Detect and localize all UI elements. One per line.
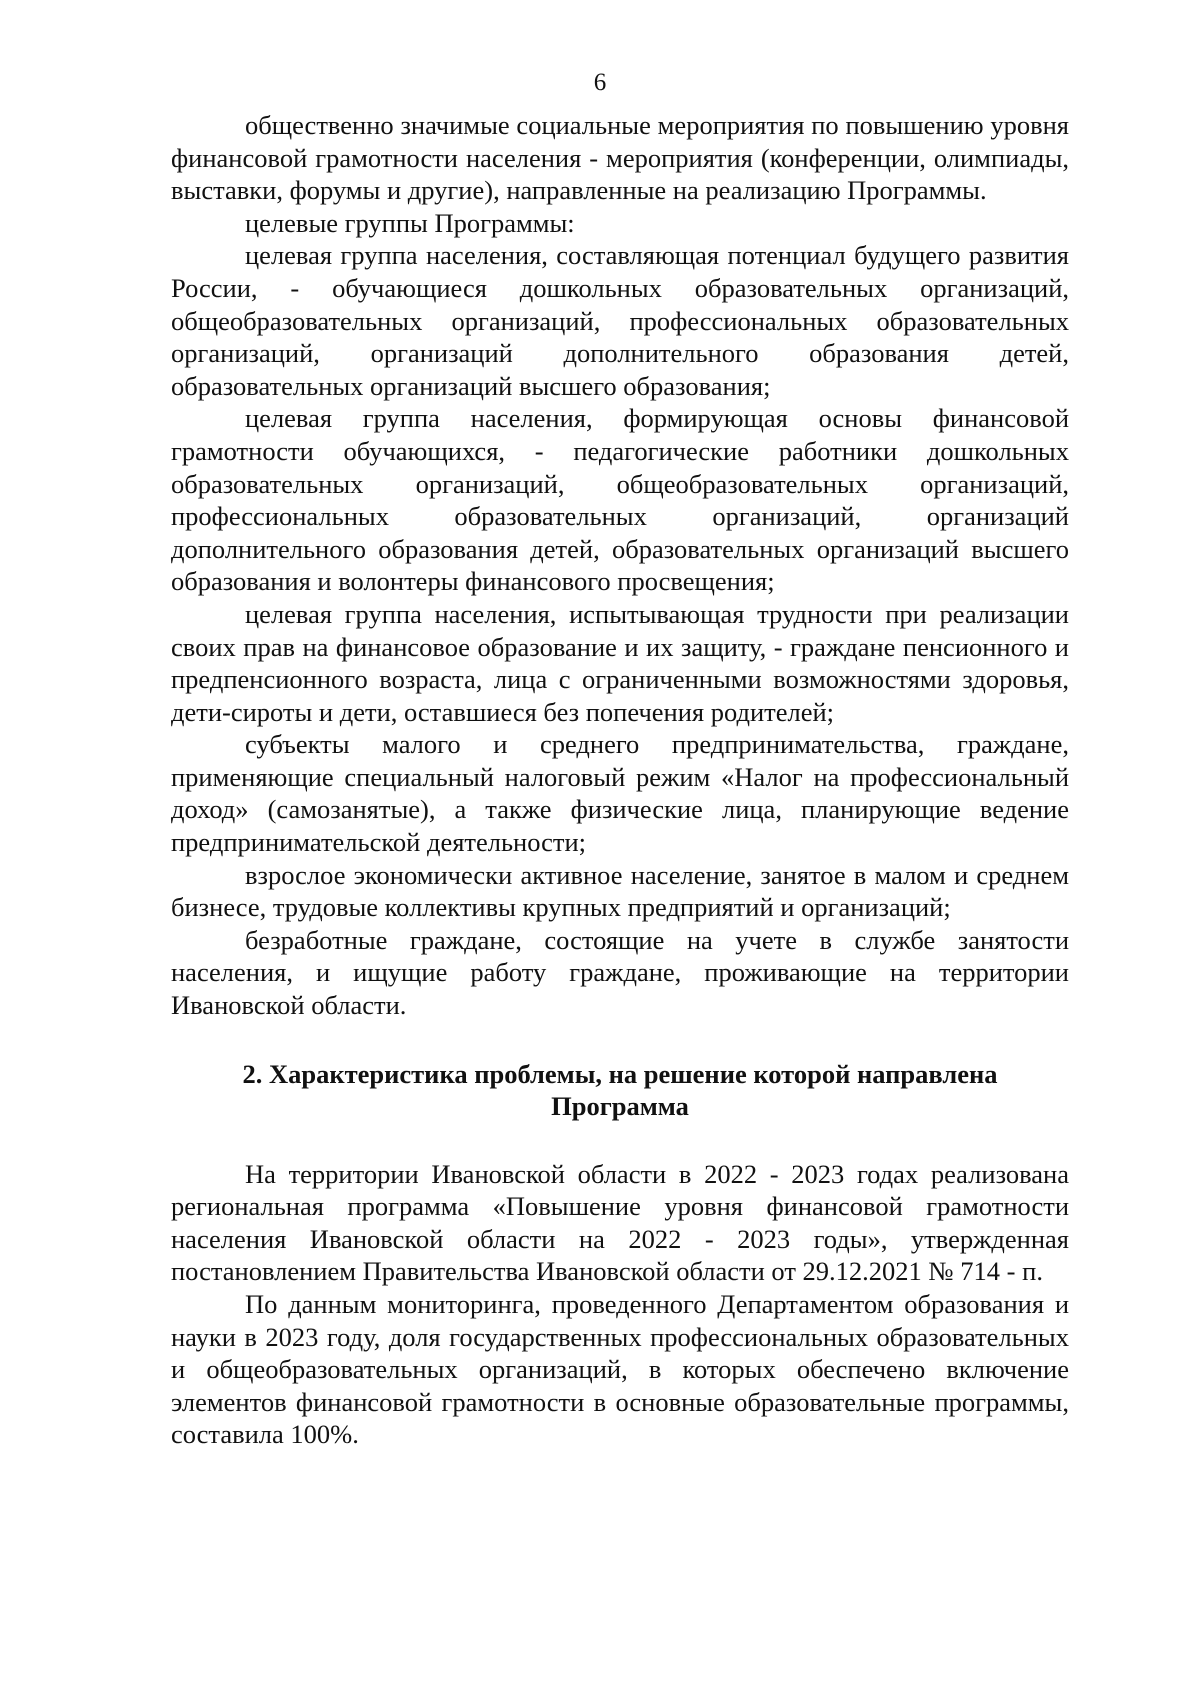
paragraph-group-active-adults: взрослое экономически активное население, занятое в малом и среднем бизнесе, трудовые коллективы крупных предприятий и организаций; — [171, 859, 1069, 923]
paragraph-group-future-potential: целевая группа населения, составляющая потенциал будущего развития России, - обучающиеся дошкольных образовательных организаций, общеобразовательных организаций, профессиональных образовательных организаций, организаций дополнительного образования детей, образовательных организаций высшего образования; — [171, 240, 1069, 401]
paragraph-group-literacy-foundations: целевая группа населения, формирующая основы финансовой грамотности обучающихся, - педагогические работники дошкольных образовательных организаций, общеобразовательных организаций, профессиональных образовательных организаций, организаций дополнительного образования детей, образовательных организаций высшего образования и волонтеры финансового просвещения; — [171, 403, 1069, 597]
page-number: 6 — [593, 69, 607, 96]
paragraph-regional-program: На территории Ивановской области в 2022 - 2023 годах реализована региональная программа «Повышение уровня финансовой грамотности населения Ивановской области на 2022 - 2023 годы», утвержденная постановлением Правительства Ивановской области от 29.12.2021 № 714 - п. — [171, 1158, 1069, 1287]
paragraph-target-groups-intro: целевые группы Программы: — [245, 207, 575, 238]
section-heading-line-1: 2. Характеристика проблемы, на решение которой направлена — [242, 1058, 998, 1089]
paragraph-monitoring-results: По данным мониторинга, проведенного Департаментом образования и науки в 2023 году, доля государственных профессиональных образовательных и общеобразовательных организаций, в которых обеспечено включение элементов финансовой грамотности в основные образовательные программы, составила 100%. — [171, 1289, 1069, 1450]
section-heading-line-2: Программа — [551, 1090, 689, 1121]
paragraph-group-unemployed: безработные граждане, состоящие на учете в службе занятости населения, и ищущие работу граждане, проживающие на территории Ивановской области. — [171, 924, 1069, 1021]
paragraph-group-rights-difficulties: целевая группа населения, испытывающая трудности при реализации своих прав на финансовое образование и их защиту, - граждане пенсионного и предпенсионного возраста, лица с ограниченными возможностями здоровья, дети-сироты и дети, оставшиеся без попечения родителей; — [171, 598, 1069, 727]
paragraph-events-definition: общественно значимые социальные мероприятия по повышению уровня финансовой грамотности населения - мероприятия (конференции, олимпиады, выставки, форумы и другие), направленные на реализацию Программы. — [171, 110, 1069, 206]
document-body — [171, 109, 1069, 1451]
section-heading — [171, 1058, 1069, 1122]
paragraph-group-entrepreneurs: субъекты малого и среднего предпринимательства, граждане, применяющие специальный налоговый режим «Налог на профессиональный доход» (самозанятые), а также физические лица, планирующие ведение предпринимательской деятельности; — [171, 729, 1069, 858]
